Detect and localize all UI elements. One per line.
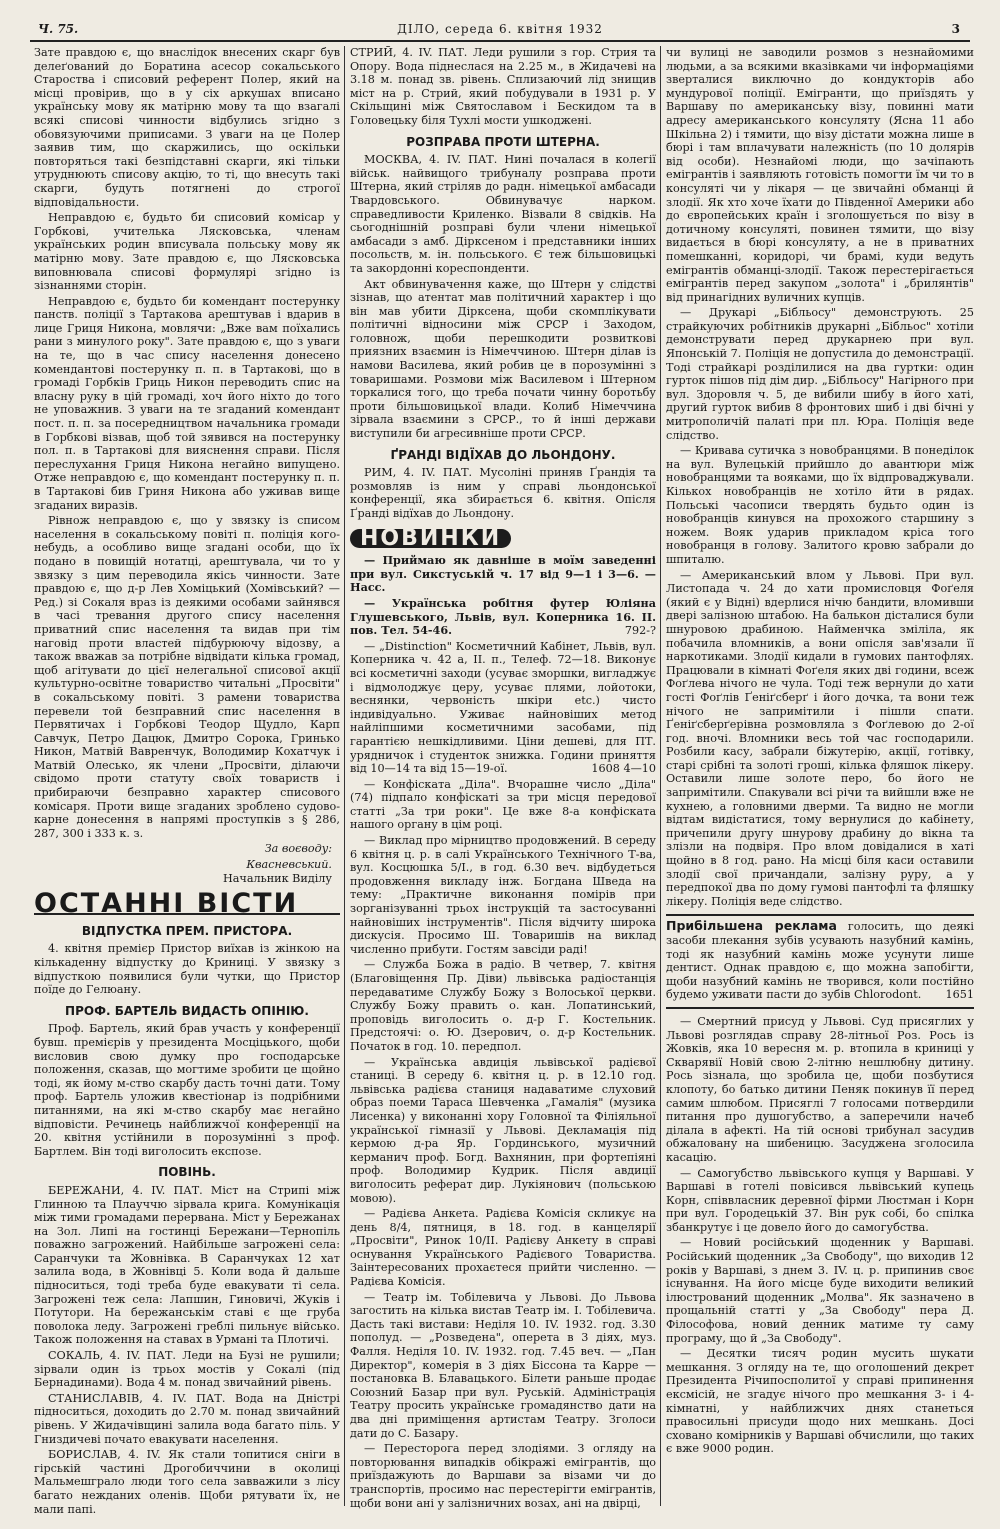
column-rule-1 xyxy=(344,46,345,1506)
article-paragraph: чи вулиці не заводили розмов з незнайомими людьми, а за всякими вказівками чи інформаціями зверталися виключно до кондукторів або мундурової поліції. Емігранти, що приїздять у Варшаву по американську візу, повинні мати адресу американського консуляту (Ясна 11 або Шкільна 2) і тямити, що візу дістати можна лише в бюрі і там вплачувати належність (по 10 долярів від особи). Незнайомі люди, що зачіпають емігрантів і заявляють готовість помогти їм чи то в консуляті чи у лікаря — це звичайні обманці й злодії. Як хто хоче їхати до Південної Америки або до європейських країн і зголошується по візу в дотичному консуляті, повинен тямити, що візу видається в бюрі консуляту, а не в приватних помешканні, коридорі, чи брамі, куди ведуть емігрантів обманці-злодії. Також перестерігається емігрантів перед закупом „золота" і „брилянтів" від принагідних вуличних купців. xyxy=(666,46,974,304)
section-title-latest-news: ОСТАННІ ВІСТИ xyxy=(34,897,340,915)
signature-name: Квасневський. xyxy=(246,858,332,872)
notice-code: 792-? xyxy=(624,624,656,638)
article-paragraph: Неправдою є, будьто би комендант постерунку панств. поліції з Тартакова арештував і вдарив в лице Гриця Никона, мовлячи: „Вже вам поїхались рани з минулого року". Зате правдою є, що з уваги на те, що в час спису населення донесено комендантові постерунку п. п. в Тартакові, що в громаді Горбків Гриць Никон переводить спис на власну руку в цій громаді, хоч його ніхто до того не уповажнив. З уваги на те згаданий комендант пост. п. п. за посередництвом начальника громади в Горбкові візвав, щоб той зявився на постерунку пол. п. в Тартакові для вияснення справи. Після переслухання Гриця Никона негайно випущено. Отже неправдою є, що комендант постерунку п. п. в Тартакові бив Гриня Никона або уживав вище згаданих виразів. xyxy=(34,294,340,512)
notice xyxy=(350,640,656,776)
article-paragraph: МОСКВА, 4. IV. ПАТ. Нині почалася в колегії військ. найвищого трибуналу розправа проти Штерна, який стріляв до радн. німецької амбасади Твардовського. Обвинувачує нарком. справедливости Криленко. Візвали 8 свідків. На сьогоднішній розправі були члени німецької амбасади з амб. Дірксеном і представники інших посольств, м. ін. польського. Є теж більшовицькі та закордонні кореспонденти. xyxy=(350,153,656,275)
article-paragraph: — Українська авдиція львівської радієвої станиці. В середу 6. квітня ц. р. в 12.10 год. львівська радієва станиця надаватиме слуховий образ поеми Тараса Шевченка „Гамалія" (музика Лисенка) у виконанні хору Головної та Філіяльної української гімназії у Львові. Декламація під кермою д-ра Яр. Гординського, музичний керманич проф. Богд. Вахнянин, при фортепіяні проф. Володимир Кудрик. Після авдиції виголосить реферат дир. Лукіянович (польською мовою). xyxy=(350,1055,656,1205)
article-paragraph: СОКАЛЬ, 4. IV. ПАТ. Леди на Бузі не рушили; зірвали один із трьох мостів у Сокалі (під Бернадинами). Вода 4 м. понад звичайний рівень. xyxy=(34,1349,340,1390)
article-paragraph: Акт обвинувачення каже, що Штерн у слідстві зізнав, що атентат мав політичний характер і що він мав убити Дірксена, щоби скомплікувати політичні відносини між СРСР і Заходом, головнож, щоби перешкодити розвиткові приязних взаємин із Німеччиною. Штерн ділав із намови Василева, який робив це в порозумінні з товаришами. Розмови між Василевом і Штерном торкалися того, що треба почати чинну боротьбу проти більшовицької влади. Колиб Німеччина зірвала взаємини з СРСР., то й інші держави виступили би агресивніше проти СРСР. xyxy=(350,277,656,441)
ad-code: 1651 xyxy=(945,988,974,1002)
headline: ВІДПУСТКА ПРЕМ. ПРИСТОРА. xyxy=(81,923,293,938)
notice xyxy=(350,597,656,638)
article-paragraph: — Конфіската „Діла". Вчорашне число „Діла" (74) підпало конфіскаті за три місця передової статті „За три роки". Це вже 8-а конфіската нашого органу в цім році. xyxy=(350,777,656,832)
article-paragraph: БОРИСЛАВ, 4. IV. Як стали топитися сніги в гірській частині Дрогобиччини в околиці Мальмешграло люди того села завважили з лісу багато нежданих оленів. Щоби рятувати їх, не мали папі. xyxy=(34,1448,340,1516)
article-paragraph: Зате правдою є, що внаслідок внесених скарг був делеґований до Боратина асесор сокальського Староства і списовий референт Полер, який на місці провірив, що в у сіх аркушах вписано українську мову як матірню мову та що взагалі всякі списові чинности відбулись згідно з обовязуючими приписами. З уваги на це Полер заявив тим, що скаржились, що оскільки повторяться такі безпідставні скарги, які тільки утруднюють списову акцію, то ті, що внесуть такі скарги, будуть потягнені до строгої відповідальности. xyxy=(34,46,340,209)
article-paragraph: — Кривава сутичка з новобранцями. В понеділок на вул. Вулецькій прийшло до авантюри між новобранцями та вояками, що їх відпроваджували. Кількох новобранців не хотіло йти в рядах. Польські часописи твердять будьто один із новобранців кинувся на прохожого старшину з ножем. Вояк ударив прикладом кріса того новобранця в голову. Залитого кровю забрали до шпиталю. xyxy=(666,444,974,566)
article-paragraph: — Друкарі „Бібльосу" демонструють. 25 страйкуючих робітників друкарні „Бібльос" хотіли демонструвати перед друкарнею при вул. Японській 7. Поліція не допустила до демонстрації. Тоді страйкарі розділилися на два гуртки: один гурток пішов під дім дир. „Бібльосу" Нагірного при вул. Здоровля ч. 5, де вибили шибу в його хаті, другий гурток вибив 8 фронтових шиб і дві бічні у митрополичій палаті при пл. Юра. Поліція веде слідство. xyxy=(666,306,974,442)
article-paragraph: — Виклад про мірництво продовжений. В середу 6 квітня ц. р. в салі Українського Технічного Т-ва, вул. Косцюшка 5/І., в год. 6.30 веч. відбудеться продовження викладу інж. Богдана Шведа на тему: „Практичне виконання помірів при зорганізуванні трьох інструкцій та застосуванні найновіших інструментів". Після відчиту широка дискусія. Просимо Ш. Товаришів на виклад численно прибути. Гостям завсіди раді! xyxy=(350,834,656,956)
column-1 xyxy=(34,46,340,1516)
article-paragraph: — Самогубство львівського купця у Варшаві. У Варшаві в готелі повісився львівський купець Корн, співвласник деревної фірми Люстман і Корн при вул. Городецькій 37. Він рук собі, бо спілка збанкрутує і це довело його до самогубства. xyxy=(666,1166,974,1234)
ad-text: голосить, що деякі засоби плекання зубів усувають назубний камінь, тоді як назубний камінь може усунути лише дентист. Однак правдою є, що можна запобігти, щоби назубний камінь не творився, коли постійно будемо уживати пасти до зубів Chlorodont. xyxy=(666,920,974,1002)
section-title-news: НОВИНКИ xyxy=(350,529,511,549)
headline: ҐРАНДІ ВІДЇХАВ ДО ЛЬОНДОНУ. xyxy=(390,447,616,462)
ad-title: Прибільшена реклама xyxy=(666,918,837,934)
notice: — Приймаю як давніше в моїм заведенні при вул. Сикстуській ч. 17 від 9—1 і 3—6. — Насс. xyxy=(350,553,656,595)
signature-title: Начальник Виділу xyxy=(223,871,332,885)
article-paragraph: — Радієва Анкета. Радієва Комісія скликує на день 8/4, пятниця, в 18. год. в канцелярії „Просвіти", Ринок 10/II. Радієву Анкету в справі оснування Українського Радієвого Товариства. Заінтересованих прохаєтеся прийти численно. — Радієва Комісія. xyxy=(350,1207,656,1289)
article-paragraph: Неправдою є, будьто би списовий комісар у Горбкові, учителька Лясковська, членам українських родин вписувала польську мову як матірню мову. Зате правдою є, що Лясковська виповнювала списові формулярі згідно із зізнаннями сторін. xyxy=(34,211,340,293)
article-paragraph: — Десятки тисяч родин мусить шукати мешкання. З огляду на те, що оголошений декрет Президента Річипосполитої у справі припинення ексмісій, не згадує нічого про мешкання 3- і 4-кімнатні, у найближчих днях станеться правосильні присуди щодо них мешкань. Досі сховано комірників у Варшаві обчислили, що таких є вже 9000 родин. xyxy=(666,1347,974,1456)
article-paragraph: 4. квітня премієр Пристор виїхав із жінкою на кількаденну відпустку до Криниці. У звязку з відпусткою появилися були чутки, що Пристор поїде до Гелюану. xyxy=(34,942,340,997)
article-paragraph: — Служба Божа в радіо. В четвер, 7. квітня (Благовіщення Пр. Діви) львівська радіостанція передаватиме Службу Божу з Волоської церкви. Службу Божу править о. кан. Лопатинський, проповідь виголосить о. д-р Г. Костельник. Предстоячі: о. Ю. Дзерович, о. д-р Костельник. Початок в год. 10. передпол. xyxy=(350,958,656,1053)
column-3 xyxy=(666,46,974,1516)
signature-line: За воєводу: xyxy=(264,842,332,856)
advertisement-chlorodont xyxy=(666,914,974,1009)
article-paragraph: — Новий російський щоденник у Варшаві. Російський щоденник „За Свободу", що виходив 12 років у Варшаві, з днем 3. IV. ц. р. припинив своє існування. На його місце буде виходити великий ілюстрований щоденник „Молва". Як зазначено в прощальній статті у „За Свободу" пера Д. Філософова, новий денник матиме ту саму програму, що й „За Свободу". xyxy=(666,1236,974,1345)
headline: ПРОФ. БАРТЕЛЬ ВИДАСТЬ ОПІНІЮ. xyxy=(65,1003,309,1018)
notice-code: 1608 4—10 xyxy=(591,762,656,776)
article-paragraph: Рівнож неправдою є, що у звязку із списом населення в сокальському повіті п. поліція кого-небудь, а особливо вище згадані особи, що їх подано в повищій нотатці, арештувала, чи то у звязку з цим переводила якісь чинности. Зате правдою є, що д-р Лев Хоміцький (Хомівський? — Ред.) зі Сокаля враз із деякими особами зайнявся в часі тревання другого спису населення приватний спис населення та видав при тім наговід проти властей підбурюючу відозву, а також вважав за потрібне відвідати кілька громад, щоб агітувати до цієї нелегальної списової акції культурно-освітне товариство читальні „Просвіти" в сокальському повіті. З рамени товариства перевели той безправний спис населення в Первятичах і Горбкові Теодор Щудло, Карп Савчук, Петро Дацюк, Дмитро Сорока, Гринько Никон, Матвій Вавренчук, Володимир Кохатчук і Матвій Олесько, як члени „Просвіти, ділаючи свідомо проти статуту своїх товариств і прибираючи безправно характер списового комісаря. Проти вище згаданих зроблено судово-карне донесення в напрямі проступків з § 286, 287, 300 і 333 к. з. xyxy=(34,514,340,840)
article-paragraph: — Смертний присуд у Львові. Суд присяглих у Львові розглядав справу 28-літньої Роз. Рось із Жовків, яка 10 вересня м. р. втопила в криниці у Скварявії Новій свою 2-літню нешлюбну дитину. Рось зізнала, що зробила це, щоби позбутися клопоту, бо батько дитини Пеняк покинув її перед самим шлюбом. Присяглі 7 голосами потвердили питання про душогубство, а заперечили начеб ділала в афекті. На тій основі трибунал засудив обжаловану на шибеницю. Засуджена зголосила касацію. xyxy=(666,1014,974,1164)
article-paragraph: СТАНИСЛАВІВ, 4. IV. ПАТ. Вода на Дністрі підноситься, доходить до 2.70 м. понад звичайний рівень. У Жидачівщині залила вода багато піль. У Гниздичеві почато евакувати населення. xyxy=(34,1391,340,1446)
notice-text: — „Distinction" Косметичний Кабінет, Львів, вул. Коперника ч. 42 а, II. п., Телеф. 72—18. Виконує всі косметичні заходи (усуває зморшки, вигладжує і відмолоджує церу, усуває плями, лойотоки, веснянки, червоність шкіри etc.) чисто індивідуально. Уживає найновіших метод найліпшими косметичними засобами, під гарантією нешкідливими. Ціни дешеві, для ПТ. урядничок і студенток знижка. Години приняття від 10—14 та від 15—19-ої. xyxy=(350,639,656,776)
page-header xyxy=(30,18,970,42)
ad-paragraph xyxy=(666,919,974,1002)
headline: РОЗПРАВА ПРОТИ ШТЕРНА. xyxy=(406,134,600,149)
notice-text: — Українська робітня футер Юліяна Глушевського, Львів, вул. Коперника 16. II. пов. Тел. 54-46. xyxy=(350,595,656,638)
article-paragraph: БЕРЕЖАНИ, 4. IV. ПАТ. Міст на Стрипі між Глинною та Плауччю зірвала крига. Комунікація між тими громадами перервана. Міст у Бережанах на Зол. Липі на гостинці Бережани—Тернопіль поважно загрожений. Найбільше загрожені села: Саранчуки та Жовнівка. В Саранчуках 12 хат залила вода, в Жовнівці 5. Коли вода й дальше підноситься, тоді треба буде евакувати ті села. Загрожені теж села: Лапшин, Гиновичі, Жуків і Потутори. На бережанськім ставі є ще груба поволока леду. Загрожені греблі пильнує військо. Також положення на ставах в Урмані та Плотичі. xyxy=(34,1183,340,1347)
masthead-date: ДІЛО, середа 6. квітня 1932 xyxy=(397,22,603,36)
article-paragraph: — Театр ім. Тобілевича у Львові. До Львова загостить на кілька вистав Театр ім. І. Тобілевича. Дасть такі вистави: Неділя 10. IV. 1932. год. 3.30 пополуд. — „Розведена", оперета в 3 діях, муз. Фалля. Неділя 10. IV. 1932. год. 7.45 веч. — „Пан Директор", комерія в 3 діях Біссона та Карре — постановка В. Блавацького. Білети раньше продає Союзний Базар при вул. Руській. Адміністрація Театру просить українське громадянство дати на два дні приміщення артистам Театру. Зголоси дати до С. Базару. xyxy=(350,1290,656,1440)
issue-number: Ч. 75. xyxy=(38,22,79,36)
article-paragraph: — Пересторога перед злодіями. З огляду на повторювання випадків обікражі емігрантів, що приїздажують до Варшави за візами чи до транспортів, просимо нас перестерігти емігрантів, щоби вони ані у залізничних возах, ані на двірці, xyxy=(350,1442,656,1510)
column-rule-2 xyxy=(660,46,661,1506)
article-paragraph: — Американський влом у Львові. При вул. Листопада ч. 24 до хати промисловця Фоґеля (який є у Відні) вдерлися нічю бандити, вломивши двері залізною штабою. На балькон дісталися були шнуровою драбиною. Найменчка зміліла, як побачила вломників, а вони опісля зав'язали її наркотиками. Злодії кидали в гумових пантофлях. Працювали в кімнаті Фоґеля яких дві години, всеж Фоґлева нічого не чула. Тоді теж вернули до хати гості Фоґлів Ґеніґсберґ і його дочка, та вони теж нічого не запримітили і пішли спати. Ґеніґсберґерівна розмовляла з Фоґлевою до 2-ої год. вночі. Вломники весь той час господарили. Розбили касу, забрали біжутерію, акції, готівку, старі срібні та золоті гроші, кілька фляшок лікеру. Оставили лише золоте перо, бо його не запримітили. Спакували всі річи та вийшли вже не кухнею, а головними дверми. Та видно не могли відтам видістатися, тому вернулися до кабінету, причепили другу шнурову драбину до вікна та злізли на подвіря. Про влом довідалися в хаті щойно в 8 год. рано. На місці біля каси оставили злодії свої причандали, залізну руру, а у передпокої два по дому гумові пантофлі та фляшку лікеру. Поліція веде слідство. xyxy=(666,568,974,908)
article-paragraph: Проф. Бартель, який брав участь у конференції бувш. премієрів у президента Мосціцького, щоби висловив свою думку про господарське положення, сказав, що могтиме зробити це щойно тоді, як йому м-ство скарбу дасть точні дати. Тому проф. Бартель уложив квестіонар із подрібними питаннями, на які м-ство скарбу має негайно відповісти. Речинець найближчої конференції на 20. квітня устійнили в порозумінні з проф. Бартлем. Він тоді виголосить експозе. xyxy=(34,1022,340,1158)
article-paragraph: РИМ, 4. IV. ПАТ. Мусоліні приняв Ґрандія та розмовляв із ним у справі льондонської конференції, яка збирається 6. квітня. Опісля Ґранді відїхав до Льондону. xyxy=(350,466,656,520)
article-paragraph: СТРИЙ, 4. IV. ПАТ. Леди рушили з гор. Стрия та Опору. Вода піднеслася на 2.25 м., в Жидачеві на 3.18 м. понад зв. рівень. Сплизаючий лід знищив міст на р. Стрий, який побудували в 1931 р. У Скільщині між Святославом і Бескидом та в Головецьку біля Тухлі мости ушкоджені. xyxy=(350,46,656,127)
headline: ПОВІНЬ. xyxy=(158,1165,216,1180)
page-number: 3 xyxy=(951,22,960,36)
column-2 xyxy=(350,46,656,1516)
